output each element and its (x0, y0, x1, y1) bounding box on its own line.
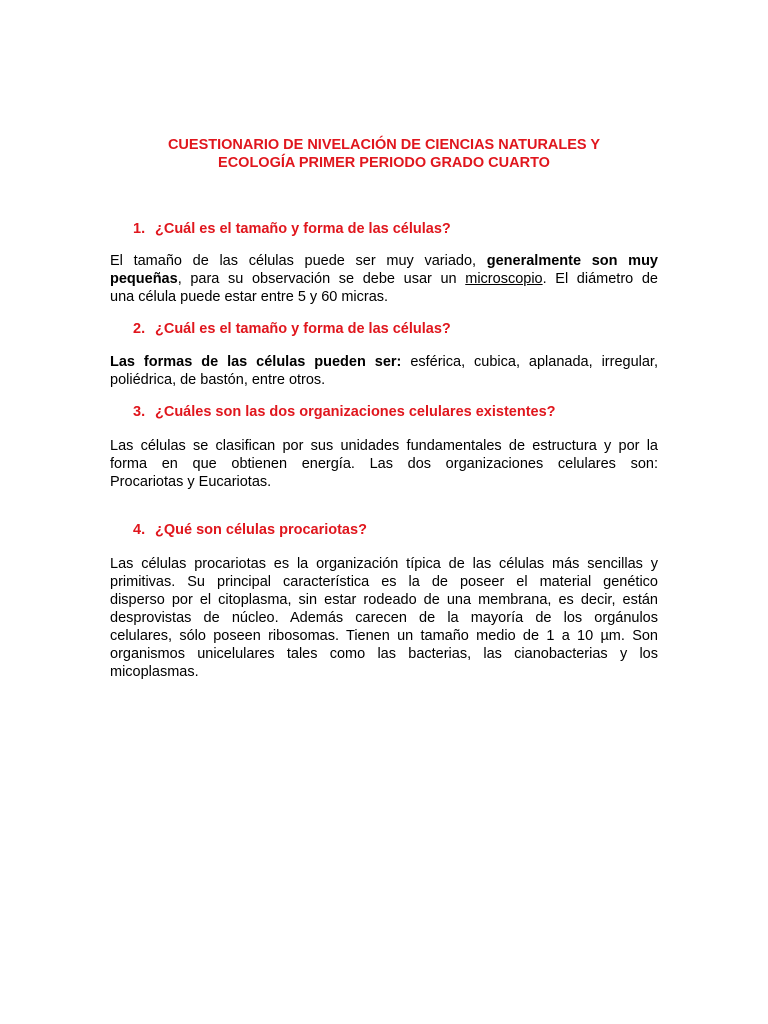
answer-4-line-1: Las células procariotas es la organización típica de las células más sencillas y (110, 556, 658, 572)
answer-4-line-4: desprovistas de núcleo. Además carecen de la mayoría de los orgánulos (110, 610, 658, 626)
document-title (110, 136, 658, 172)
answer-3-line-3: Procariotas y Eucariotas. (110, 474, 272, 490)
microscopio-underlined: microscopio (465, 271, 543, 287)
answer-4-line-2: primitivas. Su principal característica es la de poseer el material genético (110, 574, 658, 590)
question-3-number: 3. (133, 404, 146, 420)
question-3 (133, 403, 556, 421)
answer-3-line-2: forma en que obtienen energía. Las dos organizaciones celulares son: (110, 456, 658, 472)
question-2 (133, 320, 451, 338)
answer-4-line-7: micoplasmas. (110, 664, 199, 680)
answer-2 (110, 353, 658, 389)
question-4-number: 4. (133, 522, 146, 538)
question-4 (133, 521, 367, 539)
answer-1-bold-text-2: pequeñas (110, 271, 178, 287)
answer-2-bold-text: Las formas de las células pueden ser: (110, 354, 402, 370)
answer-1-line-1: El tamaño de las células puede ser muy variado, generalmente son muy (110, 253, 658, 269)
answer-3-line-1: Las células se clasifican por sus unidades fundamentales de estructura y por la (110, 438, 658, 454)
answer-1 (110, 252, 658, 306)
title-line-1: CUESTIONARIO DE NIVELACIÓN DE CIENCIAS NATURALES Y (167, 137, 601, 153)
question-2-number: 2. (133, 321, 146, 337)
question-1 (133, 220, 451, 238)
answer-4-line-6: organismos unicelulares tales como las bacterias, las cianobacterias y los (110, 646, 658, 662)
title-line-2: ECOLOGÍA PRIMER PERIODO GRADO CUARTO (218, 155, 550, 171)
question-1-number: 1. (133, 221, 146, 237)
answer-4-line-5: celulares, sólo poseen ribosomas. Tienen un tamaño medio de 1 a 10 µm. Son (110, 628, 658, 644)
question-1-text: ¿Cuál es el tamaño y forma de las células? (155, 221, 451, 237)
answer-3 (110, 437, 658, 491)
question-4-text: ¿Qué son células procariotas? (155, 522, 367, 538)
answer-4-line-3: disperso por el citoplasma, sin estar rodeado de una membrana, es decir, están (110, 592, 658, 608)
question-2-text: ¿Cuál es el tamaño y forma de las células? (155, 321, 451, 337)
answer-2-line-1: Las formas de las células pueden ser: esférica, cubica, aplanada, irregular, (110, 354, 658, 370)
answer-2-line-2: poliédrica, de bastón, entre otros. (110, 372, 326, 388)
question-3-text: ¿Cuáles son las dos organizaciones celulares existentes? (155, 404, 556, 420)
answer-1-line-2: pequeñas, para su observación se debe usar un microscopio. El diámetro de (110, 271, 658, 287)
answer-4 (110, 555, 658, 681)
answer-1-line-3: una célula puede estar entre 5 y 60 micras. (110, 289, 389, 305)
answer-1-bold-text: generalmente son muy (486, 253, 658, 269)
